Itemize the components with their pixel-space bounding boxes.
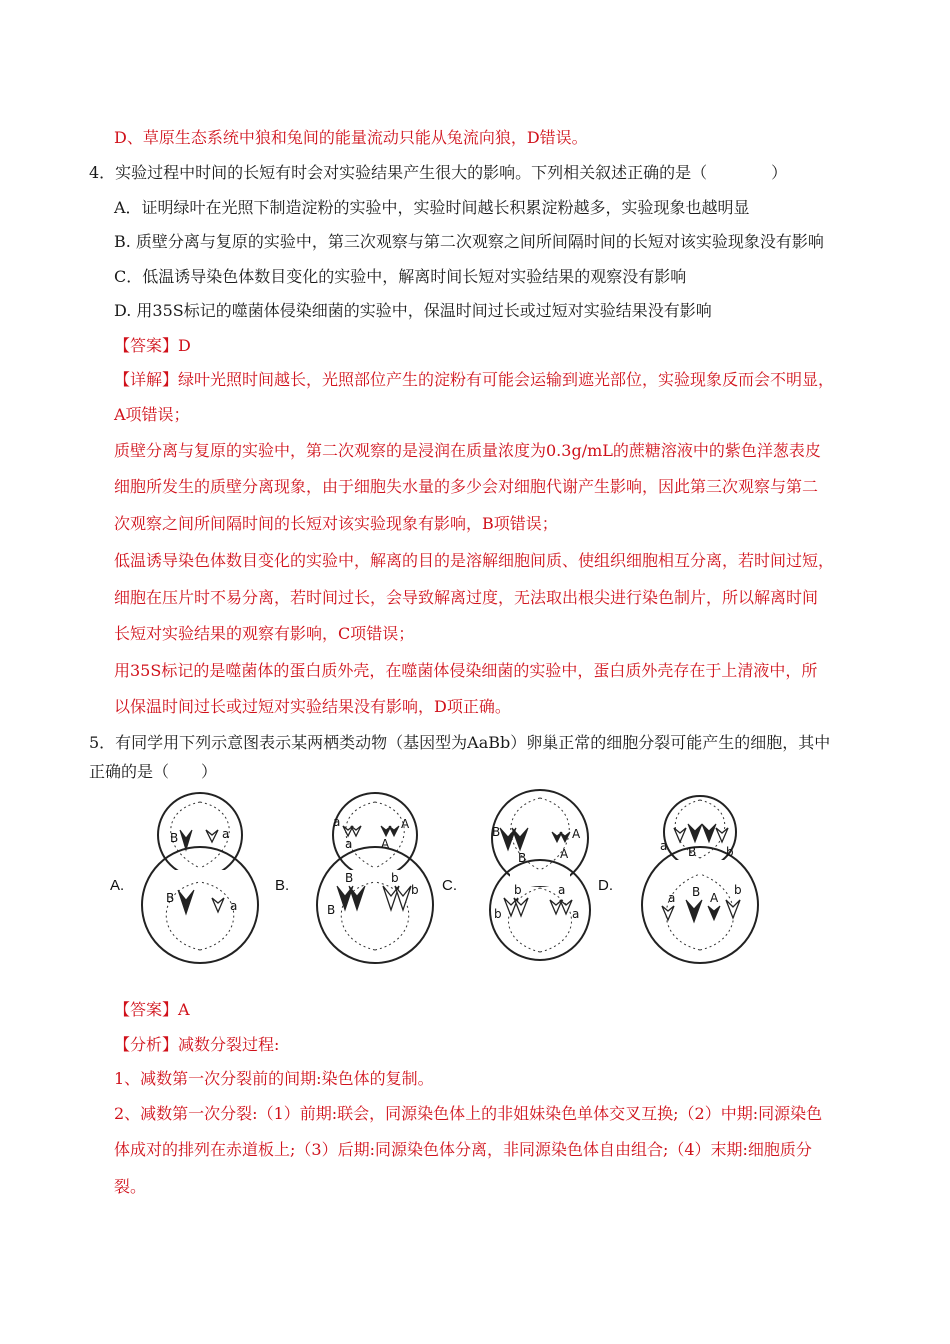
q5-analysis-line: 2、减数第一次分裂:（1）前期:联会，同源染色体上的非姐妹染色单体交叉互换;（2）中期:同源染色 <box>114 1104 823 1123</box>
gene-label: b <box>411 883 419 897</box>
gene-label: B <box>518 851 527 865</box>
q5-analysis-line: 裂。 <box>114 1177 147 1196</box>
q5-analysis-line: 体成对的排列在赤道板上;（3）后期:同源染色体分离，非同源染色体自由组合;（4）末期:细胞质分 <box>114 1140 812 1159</box>
gene-label: a <box>558 883 566 897</box>
q4-option-c: C．低温诱导染色体数目变化的实验中，解离时间长短对实验结果的观察没有影响 <box>114 267 687 286</box>
gene-label: B <box>327 903 336 917</box>
gene-label: B <box>492 825 501 839</box>
gene-label: A <box>710 891 719 905</box>
cell-option-d <box>598 796 758 963</box>
q5-answer: 【答案】A <box>114 1000 190 1019</box>
cell-b-polar-body <box>333 793 417 877</box>
q5-analysis-line: 1、减数第一次分裂前的间期:染色体的复制。 <box>114 1069 434 1088</box>
gene-label: a <box>345 837 353 851</box>
q5-stem-line: 正确的是（ ） <box>89 762 218 781</box>
q4-option-d: D. 用35S标记的噬菌体侵染细菌的实验中，保温时间过长或过短对实验结果没有影响 <box>114 301 712 320</box>
q4-explain-line: 质壁分离与复原的实验中，第二次观察的是浸润在质量浓度为0.3g/mL的蔗糖溶液中的紫色洋葱表皮 <box>114 441 821 460</box>
gene-label: B <box>170 831 179 845</box>
q4-explain-line: 长短对实验结果的观察有影响，C项错误； <box>114 624 415 643</box>
gene-label: B <box>692 885 701 899</box>
gene-label: b <box>734 883 742 897</box>
gene-label: a <box>230 899 238 913</box>
gene-label: A <box>401 817 410 831</box>
gene-label: B <box>345 871 354 885</box>
gene-label: A <box>572 827 581 841</box>
gene-label: b <box>514 883 522 897</box>
q4-explain-line: 用35S标记的是噬菌体的蛋白质外壳，在噬菌体侵染细菌的实验中，蛋白质外壳存在于上清液中，所 <box>114 661 818 680</box>
gene-label: B <box>688 845 697 859</box>
cell-option-b <box>275 793 433 963</box>
q4-option-a: A．证明绿叶在光照下制造淀粉的实验中，实验时间越长积累淀粉越多，实验现象也越明显 <box>114 198 750 217</box>
q4-explain-line: 细胞所发生的质壁分离现象，由于细胞失水量的多少会对细胞代谢产生影响，因此第三次观察与第二 <box>114 477 819 496</box>
option-label-c: C. <box>442 877 457 894</box>
gene-label: b <box>391 871 399 885</box>
option-label-b: B. <box>275 877 290 894</box>
q5-stem-line: 5．有同学用下列示意图表示某两栖类动物（基因型为AaBb）卵巢正常的细胞分裂可能产生的细胞，其中 <box>89 733 831 752</box>
q4-stem: 4．实验过程中时间的长短有时会对实验结果产生很大的影响。下列相关叙述正确的是（ ） <box>89 163 788 182</box>
cell-a-main-body <box>142 847 258 963</box>
gene-label: B <box>166 891 175 905</box>
q4-explain-line: 细胞在压片时不易分离，若时间过长，会导致解离过度，无法取出根尖进行染色制片，所以解离时间 <box>114 588 819 607</box>
q4-answer: 【答案】D <box>114 336 191 355</box>
q4-option-b: B. 质壁分离与复原的实验中，第三次观察与第二次观察之间所间隔时间的长短对该实验现象没有影响 <box>114 232 824 251</box>
cell-option-a <box>110 793 258 963</box>
cell-division-figure <box>100 790 840 960</box>
q4-explain-line: 低温诱导染色体数目变化的实验中，解离的目的是溶解细胞间质、使组织细胞相互分离，若时间过短， <box>114 551 835 570</box>
q4-explain-line: 【详解】绿叶光照时间越长，光照部位产生的淀粉有可能会运输到遮光部位，实验现象反而会不明显， <box>114 370 835 389</box>
q5-analysis-line: 【分析】减数分裂过程: <box>114 1035 280 1054</box>
gene-label: a <box>668 891 676 905</box>
gene-label: b <box>494 907 502 921</box>
q4-explain-line: 以保温时间过长或过短对实验结果没有影响，D项正确。 <box>114 697 511 716</box>
gene-label: a <box>333 815 341 829</box>
gene-label: a <box>572 907 580 921</box>
gene-label: a <box>222 827 230 841</box>
q4-explain-line: 次观察之间所间隔时间的长短对该实验现象有影响，B项错误； <box>114 514 558 533</box>
gene-label: b <box>726 845 734 859</box>
option-label-a: A. <box>110 877 125 894</box>
gene-label: A <box>560 847 569 861</box>
option-label-d: D. <box>598 877 613 894</box>
gene-label: A <box>381 837 390 851</box>
q4-explain-line: A项错误； <box>114 405 190 424</box>
gene-label: a <box>660 839 668 853</box>
cell-option-c <box>442 790 590 960</box>
q3-option-d-explanation: D、草原生态系统中狼和兔间的能量流动只能从兔流向狼，D错误。 <box>114 128 588 147</box>
